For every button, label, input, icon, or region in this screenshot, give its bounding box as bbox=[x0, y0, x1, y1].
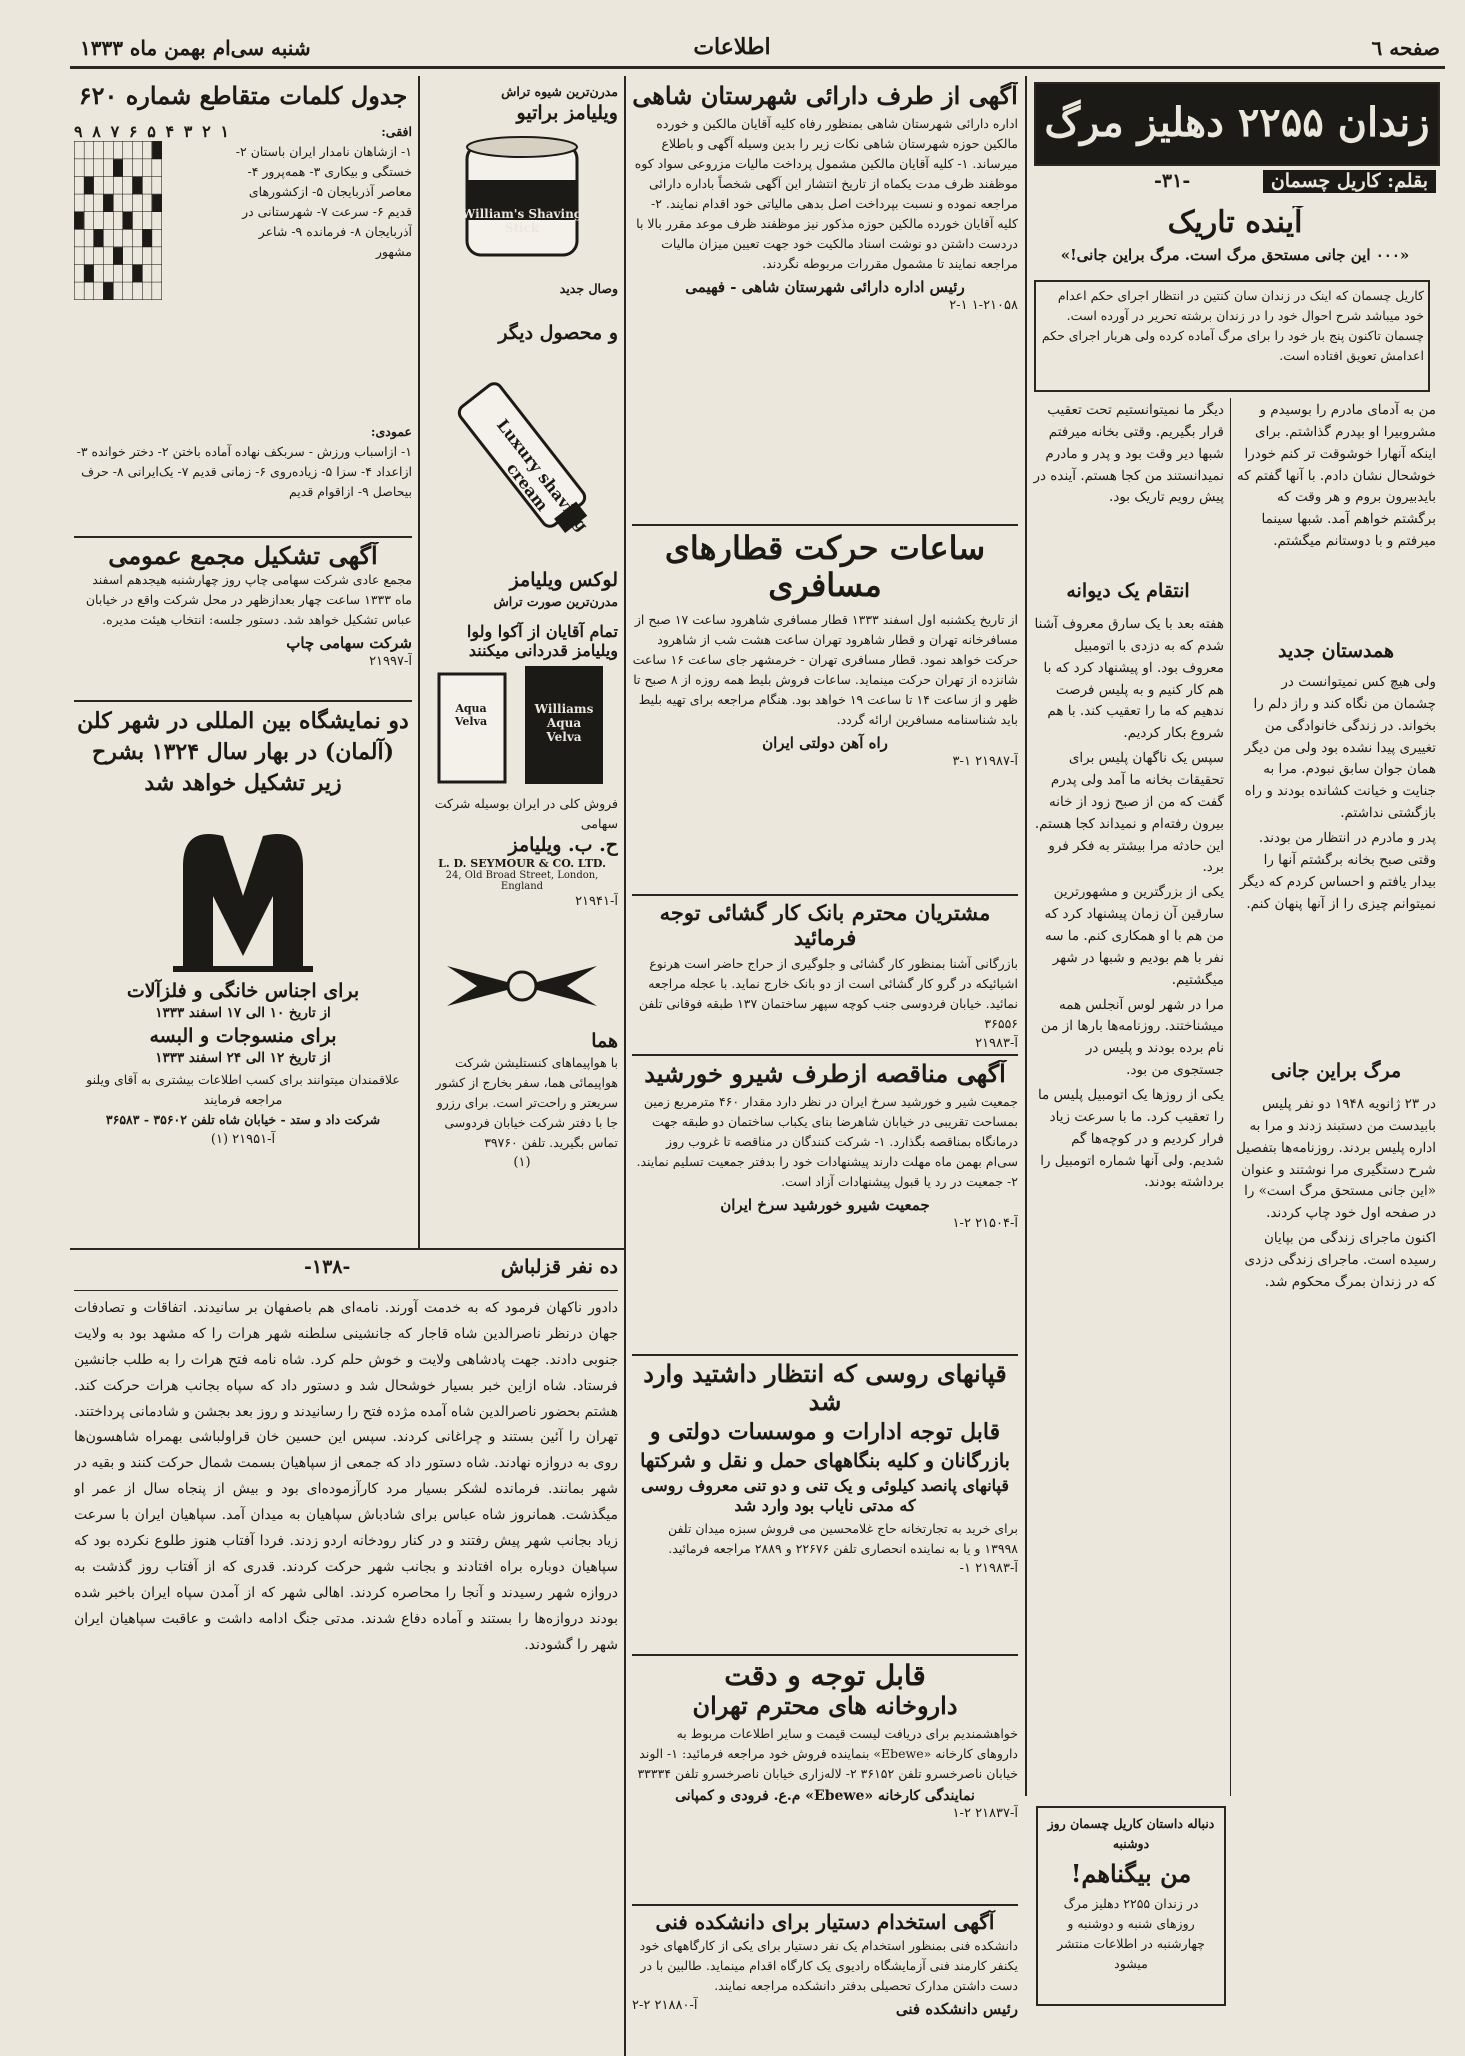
crossword-clues-across bbox=[234, 122, 412, 422]
crossword-cell bbox=[113, 247, 123, 265]
ad-subtitle: داروخانه های محترم تهران bbox=[692, 1691, 958, 1721]
ad-tagline: تمام آقایان از آکوا ولوا ویلیامز قدردانی میکنند bbox=[466, 622, 618, 661]
ad-separator bbox=[632, 1354, 1018, 1356]
ad-body: بازرگانی آشنا بمنظور کار گشائی و جلوگیری از حراج حاضر است هرنوع اشیائیکه در گرو کار گشائی است از دو بانک خارج نماید. با عجله مراجعه نمائید. خیابان فردوسی جنب کوچه سپهر ساختمان ۱۳۷ طبقه فوقانی تلفن ۳۶۵۵۶ bbox=[638, 956, 1018, 1032]
airline-wings-logo-icon bbox=[437, 946, 607, 1026]
crossword-cell bbox=[84, 264, 94, 282]
crossword-cell bbox=[74, 194, 84, 212]
ad-separator bbox=[632, 1654, 1018, 1656]
notice-subtitle: من بیگناهم! bbox=[1070, 1859, 1192, 1888]
serial-paragraph: در ۲۳ ژانویه ۱۹۴۸ دو نفر پلیس بابیدست من دستبند زدند و مرا به اداره پلیس بردند. روزنامه‌ها بتفصیل شرح دستگیری مرا نوشتند و عنوان «این جانی مستحق مرگ است» را در صفحه اول خود چاپ کردند. bbox=[1236, 1096, 1436, 1222]
box-label: Williams Aqua Velva bbox=[534, 702, 594, 744]
crossword-cell bbox=[142, 229, 152, 247]
crossword-cell bbox=[74, 141, 84, 159]
ad-code: آ-۲۱۹۹۷ bbox=[369, 653, 412, 669]
crossword-cell bbox=[74, 229, 84, 247]
ad-tagline: و محصول دیگر bbox=[498, 322, 618, 344]
crossword-cell bbox=[113, 176, 123, 194]
grid-number: ۶ bbox=[128, 122, 138, 141]
serial2-body: دادور ناکهان فرمود که به خدمت آورند. نامه‌ای هم باصفهان بر سانیدند. اتفاقات و تصادفات جهان درنظر ناصرالدین شاه قاجار که جانشینی سلطنه شهر هرات را که مشهد بود به ولایت جنوبی دادند. جهت پادشاهی ولایت و خوش حلم کرد. شاه نامه فتح هرات را به طلب جانشین فرستاد. شاه ازاین خبر بسیار خوشحال شد و دستور داد که سپاه بجانب هرات حرکت کند. هشتم بحضور ناصرالدین شاه آمده مژده فتح را رسانیدند و روز بعد بجشن و شادمانی پرداختند. تهران را آئین بستند و چراغانی کردند. سپس این حسین خان قراولباشی بهمراه شاهسون‌ها روی به دروازه نهادند. شاه دستور داد که جمعی از سپاهیان بسمت شمال حرکت کنند و بقیه در شهر بمانند. فرمانده لشکر بسیار مرد کارآزموده‌ای بود و بیش از پنجاه سال از عمر او میگذشت. همانروز شاه عباس برای شادباش سپاهیان به میدان آمد. سپاهیان ایران با سرعت زیاد بجانب شهر پیش رفتند و در کنار رودخانه اردو زدند. فردا آفتاب هنوز طلوع نکرده بود که سپاهیان دوباره براه افتادند و بجانب شهر حرکت کردند. قدری که از آفتاب روز گذشت به دروازه شهر رسیدند و آنجا را محاصره کردند. اهالی شهر که از آمدن سپاه ایران باخبر شده بودند دروازه‌ها را بستند و آماده دفاع شدند. مدتی جنگ ادامه داشت و عاقبت سپاهیان ایران شهر را گشودند. bbox=[74, 1300, 618, 1653]
crossword-cell bbox=[142, 141, 152, 159]
crossword-cell bbox=[123, 194, 133, 212]
crossword-cell bbox=[142, 212, 152, 230]
crossword-cell bbox=[142, 176, 152, 194]
crossword-cell bbox=[142, 159, 152, 177]
ad-signature: رئیس دانشکده فنی bbox=[895, 2000, 1018, 2018]
crossword-cell bbox=[94, 229, 104, 247]
crossword-cell bbox=[133, 176, 143, 194]
crossword-cell bbox=[123, 176, 133, 194]
ad-code: آ-۲۱۸۳۷ ۲-۱ bbox=[952, 1805, 1018, 1821]
crossword-cell bbox=[123, 141, 133, 159]
crossword-cell bbox=[84, 159, 94, 177]
crossword-cell bbox=[123, 212, 133, 230]
serial-paragraph: اکنون ماجرای زندگی من بپایان رسیده است. ماجرای زندگی دزدی که در زندان بمرگ محکوم شد. bbox=[1244, 1230, 1436, 1290]
fair-logo-icon bbox=[163, 806, 323, 976]
scales-ad bbox=[632, 1360, 1018, 1650]
ad-distributor: فروش کلی در ایران بوسیله شرکت سهامی bbox=[434, 796, 618, 832]
crossword-cell bbox=[94, 247, 104, 265]
agent-english: L. D. SEYMOUR & CO. LTD. bbox=[438, 857, 606, 871]
crossword-cell bbox=[123, 229, 133, 247]
crossword-cell bbox=[113, 264, 123, 282]
tube-label: Luxury shaving cream bbox=[492, 415, 593, 535]
ad-separator bbox=[74, 700, 412, 702]
serial-paragraph: یکی از بزرگترین و مشهورترین سارقین آن زمان پیشنهاد کرد که من هم با او همکاری کنم. ما سه نفر با هم بودیم و شبها در شهر میگشتیم. bbox=[1044, 884, 1224, 988]
clue-text: ۱- ازاسباب ورزش - سربکف نهاده آماده باختن ۲- دختر خوانده ۳- ازاعداد ۴- سزا ۵- زیاده‌روی ۶- زمانی قدیم ۷- یک‌ایرانی ۸- حرف بیحاصل ۹- ازاقوام قدیم bbox=[76, 444, 412, 499]
ad-title: آگهی از طرف دارائی شهرستان شاهی bbox=[632, 82, 1018, 110]
subheading-text: همدستان جدید bbox=[1278, 640, 1394, 662]
fair-contact: شرکت داد و ستد - خیابان شاه تلفن ۳۵۶۰۲ - ۳۶۵۸۳ bbox=[105, 1111, 381, 1127]
grid-number: ۳ bbox=[183, 122, 193, 141]
serial2-number: -۱۳۸- bbox=[304, 1256, 351, 1278]
serial-paragraph: ولی هیچ کس نمیتوانست در چشمان من نگاه کند و راز دلم را بخواند. در زندگی خانوادگی من تغییری پیدا نشده بود ولی من دیگر همان جوان سابق نبودم. مرا به جنایت و خیانت کشانده بودند و راه بازگشتی نداشتم. bbox=[1244, 674, 1436, 822]
bottle-label: Aqua Velva bbox=[454, 702, 488, 728]
serial-paragraph: یکی از روزها یک اتومبیل پلیس ما را تعقیب کرد. ما با سرعت زیاد فرار کردیم و در کوچه‌ها گم شدیم. ولی آنها شماره اتومبیل را برداشته بودند. bbox=[1037, 1087, 1224, 1191]
shaving-stick-ad bbox=[426, 82, 618, 322]
ad-body: از تاریخ یکشنبه اول اسفند ۱۳۳۳ قطار مسافری شاهرود ساعت ۱۷ صبح از مسافرخانه تهران و قطار شاهرود تهران ساعت هشت شب از شاهرود حرکت خواهد نمود. قطار مسافری تهران - خرمشهر جای ساعت ۱۶ ساعت شانزده از تهران حرکت مینماید. ساعات فروش بلیط همه روزه از ۸ صبح تا ظهر و از ساعت ۱۴ تا ساعت ۱۹ خواهد بود. هنگام مراجعه برای تهیه بلیط باید شناسنامه مسافرین ارائه گردد. bbox=[632, 611, 1018, 727]
crossword-cell bbox=[133, 229, 143, 247]
crossword-cell bbox=[152, 176, 162, 194]
ad-code: آ-۲۱۹۸۳ ۱- bbox=[959, 1560, 1018, 1576]
notice-body: در زندان ۲۲۵۵ دهلیز مرگ روزهای شنبه و دوشنبه و چهارشنبه در اطلاعات منتشر میشود bbox=[1057, 1895, 1205, 1971]
serial-paragraph: دیگر ما نمیتوانستیم تحت تعقیب قرار بگیریم. وقتی بخانه میرفتم شبها دیر وقت بود و پدر و مادرم نمیدانستند من کجا هستم. آینده در پیش رویم تاریک بود. bbox=[1033, 402, 1224, 506]
column-rule bbox=[418, 76, 420, 1248]
fair-line: از تاریخ ۱۲ الی ۲۴ اسفند ۱۳۳۳ bbox=[155, 1049, 331, 1066]
shaving-stick-can-icon bbox=[447, 125, 597, 275]
crossword-cell bbox=[152, 282, 162, 300]
ad-code: آ-۲۱۵۰۴ ۲-۱ bbox=[952, 1215, 1018, 1231]
column-rule bbox=[1230, 398, 1231, 1796]
column-rule bbox=[624, 76, 626, 2056]
tax-office-ad bbox=[632, 82, 1018, 522]
ad-brand: نمایندگی کارخانه «Ebewe» م.ع. فرودی و کمپانی bbox=[675, 1787, 975, 1804]
crossword-cell bbox=[133, 141, 143, 159]
ad-tagline: مدرن‌ترین شیوه تراش bbox=[501, 84, 618, 99]
serial-paragraph: هفته بعد با یک سارق معروف آشنا شدم که به دزدی با اتومبیل معروف بود. او پیشنهاد کرد که با هم کار کنیم و به پلیس فرصت ندهیم که ما را تعقیب کند. با هم شروع بکار کردیم. bbox=[1034, 616, 1224, 742]
serial2-header bbox=[74, 1256, 618, 1290]
fair-line: از تاریخ ۱۰ الی ۱۷ اسفند ۱۳۳۳ bbox=[155, 1005, 331, 1022]
crossword-cell bbox=[103, 247, 113, 265]
ad-body: برای خرید به تجارتخانه حاج غلامحسین می فروش سبزه میدان تلفن ۱۳۹۹۸ و یا به نماینده انحصاری تلفن ۲۲۶۷۶ و ۲۸۸۹ مراجعه فرمائید. bbox=[667, 1520, 1018, 1556]
ad-code: آ-۲۱۹۸۳ bbox=[975, 1036, 1018, 1050]
can-label: William's Shaving Stick bbox=[461, 207, 583, 235]
ad-code: آ-۲۱۹۵۱ (۱) bbox=[210, 1131, 276, 1147]
airline-name: هما bbox=[591, 1030, 618, 1052]
serial-subheading-3 bbox=[1032, 580, 1224, 612]
crossword-cell bbox=[84, 247, 94, 265]
crossword-cell bbox=[123, 247, 133, 265]
grid-number: ۹ bbox=[74, 122, 83, 141]
crossword-cell bbox=[74, 264, 84, 282]
clue-label: افقی: bbox=[381, 124, 412, 139]
ad-title: ساعات حرکت قطارهای مسافری bbox=[664, 530, 986, 604]
ad-tagline: مدرن‌ترین صورت تراش bbox=[493, 593, 618, 609]
ad-signature: راه آهن دولتی ایران bbox=[762, 733, 888, 752]
grid-number: ۵ bbox=[147, 122, 156, 141]
crossword-title-text: جدول کلمات متقاطع شماره ۶۲۰ bbox=[78, 82, 408, 110]
ad-signature: جمعیت شیرو خورشید سرخ ایران bbox=[720, 1195, 930, 1214]
crossword-cell bbox=[113, 159, 123, 177]
crossword-cell bbox=[94, 194, 104, 212]
serial-body-col-a bbox=[1236, 400, 1436, 636]
subheading-text: مرگ براین جانی bbox=[1270, 1060, 1402, 1082]
assembly-notice bbox=[74, 542, 412, 698]
train-schedule-ad bbox=[632, 530, 1018, 890]
crossword-cell bbox=[113, 282, 123, 300]
crossword-cell bbox=[103, 176, 113, 194]
crossword-cell bbox=[103, 282, 113, 300]
crossword-cell bbox=[152, 229, 162, 247]
crossword-column-numbers bbox=[74, 122, 229, 141]
ad-separator bbox=[632, 1904, 1018, 1906]
issue-date: شنبه سی‌ام بهمن ماه ۱۳۳۳ bbox=[80, 36, 311, 60]
crossword-title bbox=[74, 82, 412, 118]
ad-title: آگهی تشکیل مجمع عمومی bbox=[108, 542, 378, 570]
ad-subtitle: قپانهای پانصد کیلوئی و یک تنی و دو تنی معروف روسی که مدتی نایاب بود وارد شد bbox=[640, 1476, 1010, 1515]
crossword-cell bbox=[133, 282, 143, 300]
serial-body-col-d bbox=[1032, 400, 1224, 576]
ad-separator bbox=[74, 536, 412, 538]
grid-number: ۴ bbox=[165, 122, 175, 141]
crossword-cell bbox=[94, 159, 104, 177]
ad-title: آگهی استخدام دستیار برای دانشکده فنی bbox=[655, 1910, 995, 1934]
agent-address: 24, Old Broad Street, London, England bbox=[445, 870, 599, 893]
crossword-cell bbox=[84, 229, 94, 247]
serial-headline-text: آینده تاریک bbox=[1167, 206, 1303, 240]
serial2-title: ده نفر قزلباش bbox=[500, 1256, 618, 1278]
serial-subhead: «۰۰۰ این جانی مستحق مرگ است. مرگ براین جانی!» bbox=[1060, 246, 1410, 264]
author-credit: بقلم: کاریل چسمان bbox=[1263, 170, 1436, 193]
ad-signature: شرکت سهامی چاپ bbox=[286, 633, 412, 652]
serial2-rule bbox=[74, 1290, 618, 1291]
ad-title: مشتریان محترم بانک کار گشائی توجه فرمائید bbox=[659, 900, 991, 951]
page-number: صفحه ٦ bbox=[1371, 36, 1440, 60]
serial-body-col-e bbox=[1032, 614, 1224, 1734]
crossword-cell bbox=[74, 159, 84, 177]
grid-number: ۷ bbox=[110, 122, 120, 141]
section-rule bbox=[70, 1248, 624, 1250]
crossword-cell bbox=[142, 194, 152, 212]
crossword-cell bbox=[113, 141, 123, 159]
crossword-cell bbox=[133, 159, 143, 177]
crossword-cell bbox=[133, 247, 143, 265]
crossword-cell bbox=[84, 212, 94, 230]
serial-title: زندان ۲۲۵۵ دهلیز مرگ bbox=[1044, 99, 1430, 146]
ad-code: آ-۲۱۹۸۷ ۱-۳ bbox=[952, 753, 1018, 769]
ad-brand: ویلیامز براتیو bbox=[516, 102, 618, 124]
red-lion-tender-ad bbox=[632, 1060, 1018, 1350]
cologne-fair-ad bbox=[74, 706, 412, 1242]
crossword-cell bbox=[74, 247, 84, 265]
crossword-cell bbox=[142, 282, 152, 300]
pharmacy-ad bbox=[632, 1660, 1018, 1900]
crossword-cell bbox=[152, 247, 162, 265]
crossword-cell bbox=[94, 282, 104, 300]
crossword-clues-down bbox=[74, 422, 412, 532]
clue-label: عمودی: bbox=[370, 424, 412, 439]
grid-number: ۲ bbox=[202, 122, 211, 141]
crossword-cell bbox=[94, 176, 104, 194]
ad-body: اداره دارائی شهرستان شاهی بمنظور رفاه کلیه آقایان مالکین و خورده مالکین حوزه شهرستان شاهی نکات زیر را بدین وسیله آگهی و باطلاع میرساند. ۱- کلیه آقایان مالکین مشمول پرداخت مالیات مزروعی سواد کوه موظفند ظرف مدت یکماه از تاریخ انتشار این آگهی شخصاً باداره دارائی مراجعه نموده و نسبت بپرداخت اصل بدهی مالیاتی خود اقدام نمایند. ۲- کلیه آقایان خورده مالکین حوزه مذکور نیز موظفند ظرف موعد مقرر بالا با دردست داشتن دو نوشت اسناد مالکیت خود جهت تعیین میزان مالیات مراجعه نمایند تا مشمول مقررات مربوطه نگردند. bbox=[634, 115, 1018, 271]
ad-subtitle: بازرگانان و کلیه بنگاههای حمل و نقل و شرکتها bbox=[640, 1449, 1010, 1472]
serial-paragraph: سپس یک ناگهان پلیس برای تحقیقات بخانه ما آمد ولی پدرم گفت که من از صبح زود از خانه بیرون رفته‌ام و نمیداند کجا هستم. این حادثه مرا بیشتر به فکر فرو برد. bbox=[1034, 750, 1224, 876]
ad-agent: ح. ب. ویلیامز bbox=[508, 834, 618, 857]
crossword-cell bbox=[94, 212, 104, 230]
ad-title: قابل توجه و دقت bbox=[724, 1660, 926, 1692]
ad-brand: لوکس ویلیامز bbox=[509, 568, 618, 591]
masthead-rule bbox=[70, 66, 1445, 69]
crossword-cell bbox=[94, 141, 104, 159]
ad-signature: رئیس اداره دارائی شهرستان شاهی - فهیمی bbox=[685, 277, 965, 296]
ad-code: آ-۲۱۸۸۰ ۲-۲ bbox=[632, 1998, 698, 2013]
serial-body-col-c bbox=[1236, 1094, 1436, 1794]
serial-title-banner bbox=[1034, 82, 1440, 166]
crossword-cell bbox=[84, 176, 94, 194]
ad-title: آگهی مناقصه ازطرف شیرو خورشید bbox=[644, 1060, 1006, 1088]
serial-subheading-1 bbox=[1236, 640, 1436, 670]
crossword-cell bbox=[152, 159, 162, 177]
ad-body: با هواپیماهای کنستلیشن شرکت هواپیمائی هما، سفر بخارج از کشور سریعتر و راحت‌تر است. برای رزرو جا با دفتر شرکت خیابان فردوسی تماس بگیرید. تلفن ۳۹۷۶۰ bbox=[435, 1054, 618, 1150]
grid-number: ۱ bbox=[220, 122, 229, 141]
ad-title: قپانهای روسی که انتظار داشتید وارد شد bbox=[643, 1360, 1007, 1416]
fair-line: برای اجناس خانگی و فلزآلات bbox=[126, 980, 360, 1003]
crossword-cell bbox=[123, 159, 133, 177]
crossword-cell bbox=[133, 212, 143, 230]
university-hiring-ad bbox=[632, 1910, 1018, 2040]
serial-paragraph: مرا در شهر لوس آنجلس همه میشناختند. روزنامه‌ها بارها از من نام برده بودند و پلیس در جستجوی من بود. bbox=[1040, 996, 1224, 1079]
fair-line: برای منسوجات و البسه bbox=[149, 1025, 337, 1048]
crossword-cell bbox=[133, 264, 143, 282]
notice-title: دنباله داستان کاریل چسمان روز دوشنبه bbox=[1047, 1816, 1215, 1851]
ad-separator bbox=[632, 524, 1018, 526]
crossword-cell bbox=[103, 141, 113, 159]
clue-text: ۱- ازشاهان نامدار ایران باستان ۲- خستگی و بیکاری ۳- همه‌پرور ۴- معاصر آذربایجان ۵- ازکشورهای قدیم ۶- سرعت ۷- شهرستانی در آذربایجان ۸- فرمانده ۹- شاعر مشهور bbox=[235, 144, 412, 259]
crossword-cell bbox=[113, 194, 123, 212]
ad-title: دو نمایشگاه بین المللی در شهر کلن (آلمان) در بهار سال ۱۳۲۴ بشرح زیر تشکیل خواهد شد bbox=[77, 708, 409, 796]
crossword-cell bbox=[152, 194, 162, 212]
crossword-cell bbox=[94, 264, 104, 282]
serial-body-col-b bbox=[1236, 672, 1436, 1052]
crossword-cell bbox=[74, 282, 84, 300]
aqua-velva-ad bbox=[426, 622, 618, 942]
crossword-cell bbox=[113, 212, 123, 230]
crossword-cell bbox=[103, 194, 113, 212]
ad-code: ۱-۲۱۰۵۸ ۲-۱ bbox=[949, 297, 1018, 313]
crossword-cell bbox=[142, 264, 152, 282]
ad-body: دانشکده فنی بمنظور استخدام یک نفر دستیار برای یکی از کارگاههای خود یکنفر کارمند فنی آزمایشگاه رادیوی یک کارگاه اقدام مینماید. طالبین با در دست داشتن مدارک تحصیلی بدفتر دانشکده مراجعه نمایند. bbox=[639, 1938, 1018, 1993]
airline-ad bbox=[426, 946, 618, 1242]
crossword-cell bbox=[133, 194, 143, 212]
crossword-cell bbox=[84, 194, 94, 212]
ad-tagline: وصال جدید bbox=[559, 280, 618, 296]
crossword-cell bbox=[74, 212, 84, 230]
continuation-notice bbox=[1036, 1806, 1226, 2006]
shaving-cream-ad bbox=[426, 322, 618, 622]
ad-separator bbox=[632, 1054, 1018, 1056]
crossword-section bbox=[74, 122, 412, 422]
crossword-cell bbox=[103, 229, 113, 247]
crossword-cell bbox=[142, 247, 152, 265]
fair-note: علاقمندان میتوانند برای کسب اطلاعات بیشتری به آقای ویلنو مراجعه فرمایند bbox=[86, 1071, 400, 1107]
crossword-cell bbox=[123, 282, 133, 300]
serial-intro: کاریل چسمان که اینک در زندان سان کنتین در انتظار اجرای حکم اعدام خود میباشد شرح احوال خود را در زندان برشته تحریر در آورده است. چسمان تاکنون پنج بار خود را برای مرگ آماده کرده ولی هربار اجرای حکم اعدامش تعویق افتاده است. bbox=[1041, 288, 1424, 363]
crossword-cell bbox=[123, 264, 133, 282]
serial-headline bbox=[1034, 206, 1436, 246]
ad-code: (۱) bbox=[513, 1154, 531, 1170]
ad-separator bbox=[632, 894, 1018, 896]
crossword-cell bbox=[152, 212, 162, 230]
column-rule bbox=[1025, 76, 1027, 1796]
ad-code: آ-۲۱۹۴۱ bbox=[575, 894, 618, 910]
newspaper-name: اطلاعات bbox=[693, 34, 771, 60]
serial-paragraph: پدر و مادرم در انتظار من بودند. وقتی صبح بخانه برگشتم آنها را بیدار یافتم و احساس کردم که دیگر نمیتوانم چیزی را از آنها پنهان کنم. bbox=[1239, 830, 1436, 912]
pawnshop-ad bbox=[632, 900, 1018, 1050]
subheading-text: انتقام یک دیوانه bbox=[1066, 580, 1190, 602]
crossword-grid-area bbox=[74, 122, 234, 422]
crossword-cell bbox=[84, 282, 94, 300]
crossword-grid bbox=[74, 141, 162, 300]
ad-body: مجمع عادی شرکت سهامی چاپ روز چهارشنبه هیجدهم اسفند ماه ۱۳۳۳ ساعت چهار بعدازظهر در محل شرکت واقع در خیابان عباس تشکیل خواهد شد. دستور جلسه: انتخاب هیئت مدیره. bbox=[85, 571, 412, 627]
crossword-cell bbox=[103, 212, 113, 230]
episode-number: -۳۱- bbox=[1154, 170, 1191, 192]
crossword-cell bbox=[152, 141, 162, 159]
ad-subtitle: قابل توجه ادارات و موسسات دولتی و bbox=[649, 1419, 1001, 1446]
crossword-cell bbox=[74, 176, 84, 194]
crossword-cell bbox=[103, 264, 113, 282]
serial-intro-box bbox=[1034, 280, 1430, 392]
ad-body: جمعیت شیر و خورشید سرخ ایران در نظر دارد مقدار ۴۶۰ مترمربع زمین بمساحت تقریبی در خیابان شاهرضا بنای یکباب ساختمان دو طبقه جهت درمانگاه بمناقصه بگذارد. ۱- شرکت کنندگان در مناقصه تا غروب روز سی‌ام بهمن ماه مهلت دارند پیشنهادات خود را بدفتر جمعیت تسلیم نمایند. ۲- جمعیت در رد یا قبول پیشنهادات آزاد است. bbox=[636, 1093, 1018, 1189]
crossword-cell bbox=[84, 141, 94, 159]
crossword-cell bbox=[103, 159, 113, 177]
crossword-cell bbox=[113, 229, 123, 247]
serial-paragraph: من به آدمای مادرم را بوسیدم و مشروبیرا او بپدرم گذاشتم. برای اینکه آنهارا خوشوقت تر کنم خودرا خوشحال نشان دادم. با آنها گفتم که بایدبیرون بروم و هر وقت که برگشتم خواهم آمد. شبها سینما میرفتم و با دوستانم میگشتم. bbox=[1237, 402, 1436, 550]
ad-body: خواهشمندیم برای دریافت لیست قیمت و سایر اطلاعات مربوط به داروهای کارخانه «Ebewe» بنماینده فروش خود مراجعه فرمائید: ۱- الوند خیابان ناصرخسرو تلفن ۳۶۱۵۲ ۲- لاله‌زاری خیابان ناصرخسرو تلفن ۳۳۳۳۴ bbox=[637, 1725, 1018, 1781]
crossword-cell bbox=[152, 264, 162, 282]
grid-number: ۸ bbox=[92, 122, 101, 141]
serial-subheading-2 bbox=[1236, 1060, 1436, 1090]
